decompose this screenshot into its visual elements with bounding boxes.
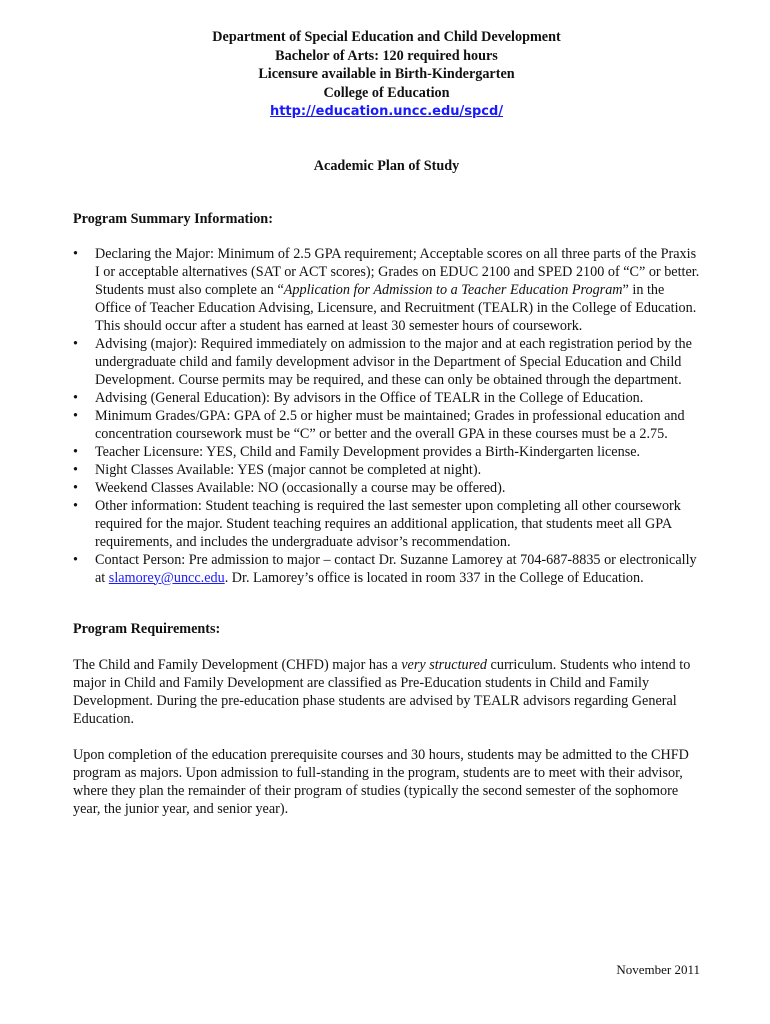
summary-item-advising-gen-ed: • Advising (General Education): By advisors in the Office of TEALR in the College of Education. <box>73 389 644 406</box>
bullet-icon: • <box>73 479 78 496</box>
requirements-paragraph-2: Upon completion of the education prerequisite courses and 30 hours, students may be admitted to the CHFD program as majors. Upon admission to full-standing in the program, students are to meet with their advisor, where they plan the remainder of their program of studies (typically the second semester of the sophomore year, the junior year, and senior year). <box>73 746 689 817</box>
bullet-icon: • <box>73 461 78 478</box>
degree-info: Bachelor of Arts: 120 required hours <box>275 47 498 64</box>
document-header <box>73 28 700 122</box>
summary-list <box>73 245 700 587</box>
bullet-icon: • <box>73 335 78 352</box>
emphasis-text: very structured <box>401 656 487 673</box>
bullet-icon: • <box>73 389 78 406</box>
department-url-link[interactable]: http://education.uncc.edu/spcd/ <box>269 104 504 119</box>
summary-item-night-classes: • Night Classes Available: YES (major cannot be completed at night). <box>73 461 482 478</box>
bullet-icon: • <box>73 245 78 262</box>
bullet-icon: • <box>73 551 78 568</box>
summary-item-minimum-gpa: • Minimum Grades/GPA: GPA of 2.5 or higher must be maintained; Grades in professional education and concentration coursework must be “C” or better and the overall GPA in these courses must be a 2.75. <box>73 407 685 442</box>
bullet-icon: • <box>73 443 78 460</box>
summary-item-declaring-major: • Declaring the Major: Minimum of 2.5 GPA requirement; Acceptable scores on all three parts of the Praxis I or acceptable alternatives (SAT or ACT scores); Grades on EDUC 2100 and SPED 2100 of “C” or better. Students must also complete an “Application for Admission to a Teacher Education Program” in the Office of Teacher Education Advising, Licensure, and Recruitment (TEALR) in the College of Education. This should occur after a student has earned at least 30 semester hours of coursework. <box>73 245 700 334</box>
summary-item-advising-major: • Advising (major): Required immediately on admission to the major and at each registration period by the undergraduate child and family development advisor in the Department of Special Education and Child Development. Course permits may be required, and these can only be obtained through the department. <box>73 335 692 388</box>
department-name: Department of Special Education and Child Development <box>212 29 561 45</box>
application-form-name: Application for Admission to a Teacher Education Program <box>283 281 623 298</box>
summary-item-weekend-classes: • Weekend Classes Available: NO (occasionally a course may be offered). <box>73 479 506 496</box>
summary-item-contact-person: • Contact Person: Pre admission to major – contact Dr. Suzanne Lamorey at 704-687-8835 or electronically at slamorey@uncc.edu. Dr. Lamorey’s office is located in room 337 in the College of Education. <box>73 551 697 586</box>
college-name: College of Education <box>323 84 450 101</box>
summary-item-teacher-licensure: • Teacher Licensure: YES, Child and Family Development provides a Birth-Kindergarten license. <box>73 443 641 460</box>
footer-date: November 2011 <box>616 962 700 977</box>
summary-heading: Program Summary Information: <box>73 210 273 227</box>
bullet-icon: • <box>73 407 78 424</box>
bullet-icon: • <box>73 497 78 514</box>
requirements-paragraph-1: The Child and Family Development (CHFD) major has a very structured curriculum. Students who intend to major in Child and Family Development are classified as Pre-Education students in Child and Family Development. During the pre-education phase students are advised by TEALR advisors regarding General Education. <box>73 656 691 727</box>
plan-title: Academic Plan of Study <box>313 157 460 174</box>
licensure-info: Licensure available in Birth-Kindergarten <box>258 66 515 82</box>
requirements-heading: Program Requirements: <box>73 620 221 637</box>
contact-email-link[interactable]: slamorey@uncc.edu <box>108 569 225 586</box>
summary-item-other-info: • Other information: Student teaching is required the last semester upon completing all other coursework required for the major. Student teaching requires an additional application, that students meet all GPA requirements, and includes the undergraduate advisor’s recommendation. <box>73 497 681 550</box>
